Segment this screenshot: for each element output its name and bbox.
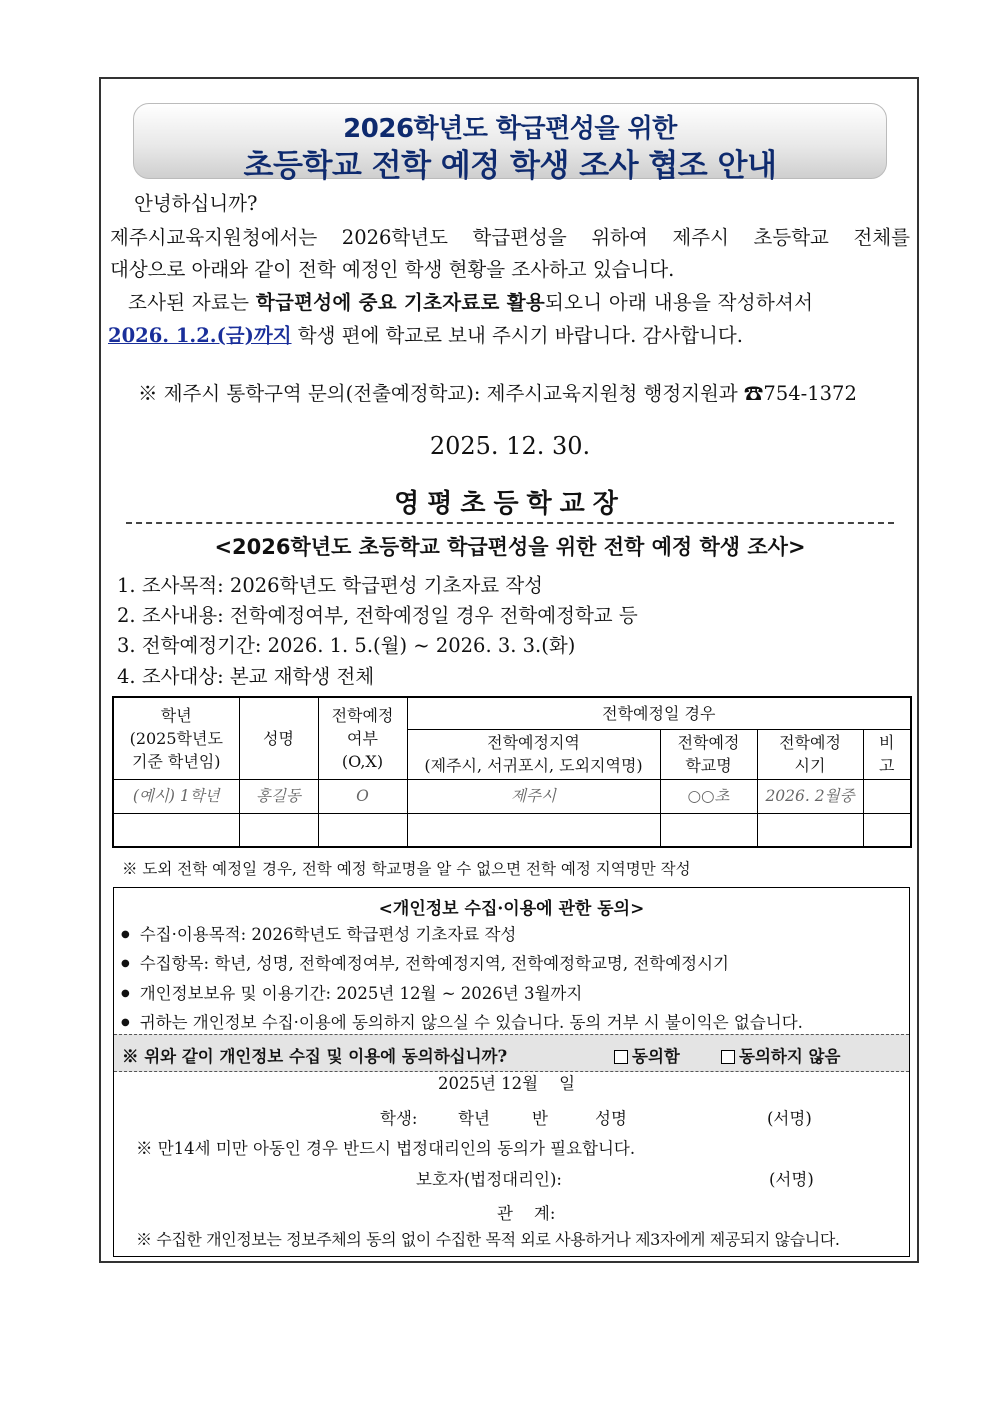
entry-remark[interactable]	[863, 813, 911, 847]
entry-name[interactable]	[239, 813, 318, 847]
para2-post: 되오니 아래 내용을 작성하셔서	[545, 291, 814, 314]
consent-bullet: ● 개인정보보유 및 이용기간: 2025년 12월 ~ 2026년 3월까지	[121, 980, 582, 1004]
para2-pre: 조사된 자료는	[128, 291, 256, 314]
consent-box	[113, 887, 910, 1257]
example-region: 제주시	[407, 779, 660, 813]
grade-header: 학년 (2025학년도 기준 학년임)	[113, 697, 239, 779]
consent-title: <개인정보 수집·이용에 관한 동의>	[378, 899, 645, 919]
consent-question-row	[114, 1034, 909, 1072]
example-name: 홍길동	[239, 779, 318, 813]
entry-region[interactable]	[407, 813, 660, 847]
survey-item: 3. 전학예정기간: 2026. 1. 5.(월) ~ 2026. 3. 3.(화)	[117, 634, 576, 657]
table-row	[113, 779, 911, 813]
disagree-checkbox[interactable]	[721, 1050, 735, 1064]
survey-table	[112, 696, 912, 848]
contact-note: ※ 제주시 통학구역 문의(전출예정학교): 제주시교육지원청 행정지원과 ☎754-1372	[138, 382, 857, 405]
greeting: 안녕하십니까?	[134, 192, 258, 215]
agree-option[interactable]	[614, 1043, 680, 1067]
title-banner	[133, 103, 887, 184]
entry-grade[interactable]	[113, 813, 239, 847]
consent-bullet: ● 귀하는 개인정보 수집·이용에 동의하지 않으실 수 있습니다. 동의 거부 시 불이익은 없습니다.	[121, 1009, 803, 1033]
student-sign[interactable]: (서명)	[767, 1109, 812, 1128]
plan-header: 전학예정 여부 (O,X)	[318, 697, 407, 779]
name-label[interactable]: 성명	[595, 1109, 627, 1128]
region-header: 전학예정지역 (제주시, 서귀포시, 도외지역명)	[407, 729, 660, 779]
time-header: 전학예정 시기	[757, 729, 863, 779]
consent-bullet: ● 수집·이용목적: 2026학년도 학급편성 기초자료 작성	[121, 921, 516, 945]
consent-date-line: 2025년 12월 일	[438, 1074, 576, 1093]
entry-time[interactable]	[757, 813, 863, 847]
consent-bullet: ● 수집항목: 학년, 성명, 전학예정여부, 전학예정지역, 전학예정학교명, 전학예정시기	[121, 950, 729, 974]
title-line2: 초등학교 전학 예정 학생 조사 협조 안내	[243, 148, 777, 184]
transfer-group-header: 전학예정일 경우	[407, 697, 911, 729]
example-grade: (예시) 1학년	[113, 779, 239, 813]
cut-line	[126, 522, 894, 524]
disagree-label: 동의하지 않음	[739, 1047, 841, 1066]
relation-label[interactable]: 관 계:	[497, 1204, 556, 1223]
guardian-sign[interactable]: (서명)	[769, 1170, 814, 1189]
para2-line2	[108, 320, 743, 348]
deadline: 2026. 1.2.(금)까지	[108, 324, 292, 347]
title-line1: 2026학년도 학급편성을 위한	[343, 114, 677, 144]
agree-checkbox[interactable]	[614, 1050, 628, 1064]
table-row	[113, 813, 911, 847]
para2-line1	[128, 287, 813, 315]
para2-bold: 학급편성에 중요 기초자료로 활용	[255, 291, 546, 314]
signature: 영평초등학교장	[394, 489, 626, 519]
entry-plan[interactable]	[318, 813, 407, 847]
example-time: 2026. 2월중	[757, 779, 863, 813]
example-remark	[863, 779, 911, 813]
table-note: ※ 도외 전학 예정일 경우, 전학 예정 학교명을 알 수 없으면 전학 예정 지역명만 작성	[122, 860, 691, 878]
student-label: 학생:	[380, 1109, 418, 1128]
minor-note: ※ 만14세 미만 아동인 경우 반드시 법정대리인의 동의가 필요합니다.	[136, 1139, 636, 1158]
name-header: 성명	[239, 697, 318, 779]
remark-header: 비 고	[863, 729, 911, 779]
para2-line2-rest: 학생 편에 학교로 보내 주시기 바랍니다. 감사합니다.	[291, 324, 743, 347]
survey-title: <2026학년도 초등학교 학급편성을 위한 전학 예정 학생 조사>	[214, 535, 806, 559]
entry-school[interactable]	[660, 813, 757, 847]
grade-label[interactable]: 학년	[458, 1109, 490, 1128]
class-label[interactable]: 반	[532, 1109, 548, 1128]
example-plan: O	[318, 779, 407, 813]
example-school: ○○초	[660, 779, 757, 813]
school-header: 전학예정 학교명	[660, 729, 757, 779]
agree-label: 동의함	[632, 1047, 680, 1066]
survey-item: 4. 조사대상: 본교 재학생 전체	[117, 665, 375, 688]
para1-line2: 대상으로 아래와 같이 전학 예정인 학생 현황을 조사하고 있습니다.	[110, 258, 675, 281]
disagree-option[interactable]	[721, 1043, 840, 1067]
survey-item: 1. 조사목적: 2026학년도 학급편성 기초자료 작성	[117, 574, 544, 597]
para1-line1: 제주시교육지원청에서는 2026학년도 학급편성을 위하여 제주시 초등학교 전체를	[110, 226, 910, 249]
survey-item: 2. 조사내용: 전학예정여부, 전학예정일 경우 전학예정학교 등	[117, 604, 638, 627]
consent-question: ※ 위와 같이 개인정보 수집 및 이용에 동의하십니까?	[122, 1047, 508, 1066]
final-note: ※ 수집한 개인정보는 정보주체의 동의 없이 수집한 목적 외로 사용하거나 제3자에게 제공되지 않습니다.	[136, 1230, 840, 1249]
guardian-label[interactable]: 보호자(법정대리인):	[416, 1170, 562, 1189]
letter-date: 2025. 12. 30.	[429, 432, 591, 460]
